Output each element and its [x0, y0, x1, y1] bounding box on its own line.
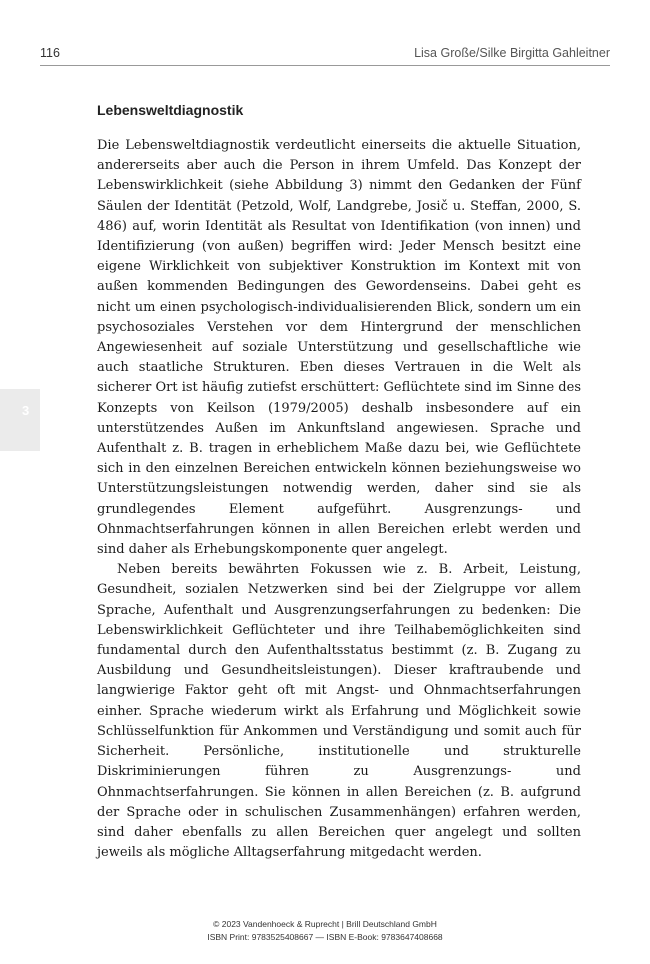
section-heading: Lebensweltdiagnostik: [97, 102, 244, 118]
footer: [0, 918, 650, 944]
chapter-tab: [0, 389, 40, 451]
body-text: [97, 136, 581, 863]
running-head: Lisa Große/Silke Birgitta Gahleitner: [414, 46, 610, 60]
paragraph: Die Lebensweltdiagnostik verdeutlicht einerseits die aktuelle Situation, andererseits aber auch die Person in ihrem Umfeld. Das Konzept der Lebenswirklichkeit (siehe Abbildung 3) nimmt den Gedanken der Fünf Säulen der Identität (Petzold, Wolf, Landgrebe, Josič u. Steffan, 2000, S. 486) auf, worin Identität als Resultat von Identifikation (von innen) und Identifizierung (von außen) begriffen wird: Jeder Mensch besitzt eine eigene Wirklichkeit von subjektiver Konstruktion im Kontext mit von außen kommenden Bedingungen des Gewordenseins. Dabei geht es nicht um einen psychologisch-individualisierenden Blick, sondern um ein psychosoziales Verstehen vor dem Hintergrund der menschlichen Angewiesenheit auf soziale Unterstützung und gesellschaftliche wie auch staatliche Strukturen. Eben dieses Vertrauen in die Welt als sicherer Ort ist häufig zutiefst erschüttert: Geflüchtete sind im Sinne des Konzepts von Keilson (1979/2005) deshalb insbesondere auf ein unterstützendes Außen im Ankunftsland angewiesen. Sprache und Aufenthalt z. B. tragen in erheblichem Maße dazu bei, wie Geflüchtete sich in den einzelnen Bereichen entwickeln können beziehungsweise wo Unterstützungsleistungen notwendig werden, daher sind sie als grundlegendes Element aufgeführt. Ausgrenzungs- und Ohnmachtserfahrungen können in allen Bereichen erlebt werden und sind daher als Erhebungskomponente quer angelegt.: [97, 138, 581, 558]
header-rule: [40, 65, 610, 66]
page-number: 116: [40, 46, 60, 60]
paragraph: Neben bereits bewährten Fokussen wie z. B. Arbeit, Leistung, Gesundheit, sozialen Netzwerken sind bei der Zielgruppe vor allem Sprache, Aufenthalt und Ausgrenzungserfahrungen zu bedenken: Die Lebenswirklichkeit Geflüchteter und ihre Teilhabemöglichkeiten sind fundamental durch den Aufenthaltsstatus bestimmt (z. B. Zugang zu Ausbildung und Gesundheitsleistungen). Dieser kraftraubende und langwierige Faktor geht oft mit Angst- und Ohnmachtserfahrungen einher. Sprache wiederum wirkt als Erfahrung und Möglichkeit sowie Schlüsselfunktion für Ankommen und Verständigung und somit auch für Sicherheit. Persönliche, institutionelle und strukturelle Diskriminierungen führen zu Ausgrenzungs- und Ohnmachtserfahrungen. Sie können in allen Bereichen (z. B. aufgrund der Sprache oder in schulischen Zusammenhängen) erfahren werden, sind daher ebenfalls zu allen Bereichen quer angelegt und sollten jeweils als mögliche Alltagserfahrung mitgedacht werden.: [97, 562, 581, 861]
chapter-tab-number: 3: [22, 403, 30, 418]
footer-isbn: ISBN Print: 9783525408667 — ISBN E-Book: 9783647408668: [207, 932, 443, 942]
footer-copyright: © 2023 Vandenhoeck & Ruprecht | Brill Deutschland GmbH: [213, 919, 437, 929]
